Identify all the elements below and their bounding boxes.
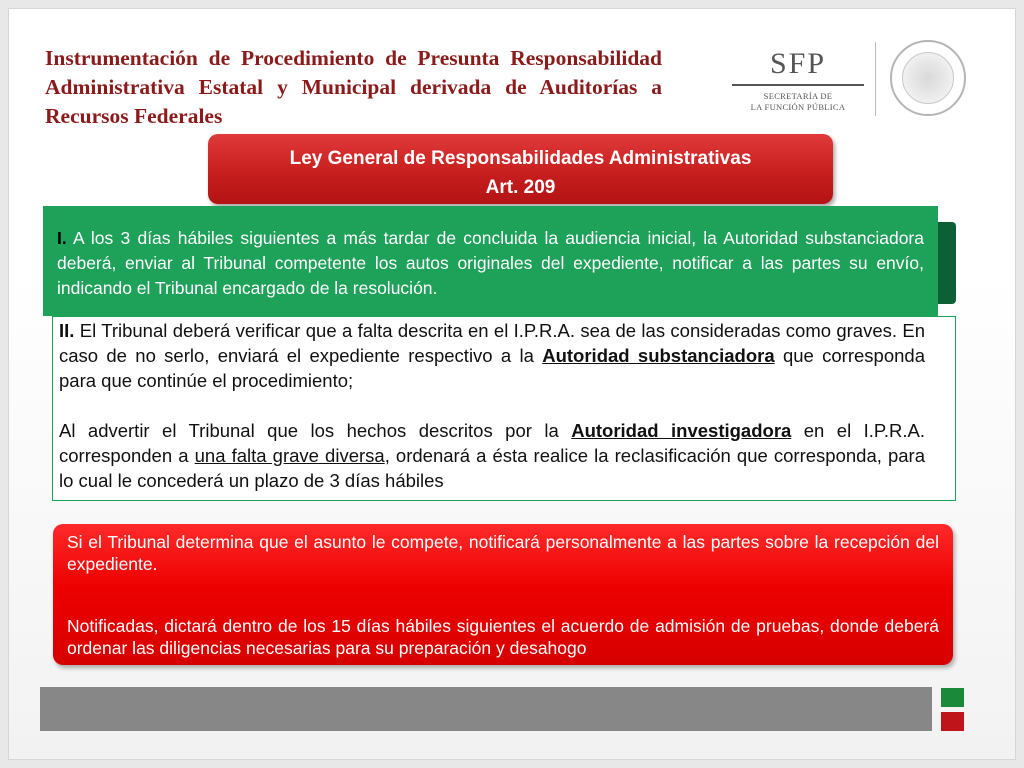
sfp-logo (732, 40, 982, 122)
section-i-text: A los 3 días hábiles siguientes a más tardar de concluida la audiencia inicial, la Autoridad substanciadora deberá, enviar al Tribunal competente los autos originales del expediente, notificar a las partes su envío, indicando el Tribunal encargado de la resolución. (57, 228, 924, 298)
section-ii-p2-text-b: en el I.P.R.A. corresponden a (59, 420, 925, 466)
slide-title: Instrumentación de Procedimiento de Presunta Responsabilidad Administrativa Estatal y Municipal derivada de Auditorías a Recursos Federales (45, 46, 662, 128)
law-header (208, 134, 833, 204)
section-ii-p1-text-b: que corresponda para que continúe el procedimiento; (59, 345, 925, 391)
section-ii-numeral: II. (59, 320, 75, 341)
footer-red-square (941, 712, 964, 731)
autoridad-substanciadora-emphasis: Autoridad substanciadora (542, 345, 775, 366)
sfp-wordmark (732, 48, 864, 113)
section-ii-p1-text-a: El Tribunal deberá verificar que a falta descrita en el I.P.R.A. sea de las consideradas como graves. En caso de no serlo, enviará el expediente respectivo a la (59, 320, 925, 366)
section-ii-paragraph-1 (59, 318, 925, 393)
autoridad-investigadora-emphasis: Autoridad investigadora (571, 420, 792, 441)
tribunal-note-box (53, 524, 953, 665)
seal-eagle-icon (902, 52, 954, 104)
sfp-rule (732, 84, 864, 86)
section-ii-p2-text-a: Al advertir el Tribunal que los hechos descritos por la (59, 420, 572, 441)
footer-green-square (941, 688, 964, 707)
section-i-numeral: I. (57, 228, 67, 248)
tribunal-note-paragraph-2: Notificadas, dictará dentro de los 15 días hábiles siguientes el acuerdo de admisión de pruebas, donde deberá ordenar las diligencias necesarias para su preparación y desahogo (67, 616, 939, 658)
footer-bar (40, 687, 932, 731)
logo-divider (875, 42, 876, 116)
section-ii-p2-text-c: , ordenará a ésta realice la reclasificación que corresponda, para lo cual le concederá un plazo de 3 días hábiles (59, 445, 926, 491)
coat-of-arms-seal-icon (890, 40, 966, 116)
law-header-title: Ley General de Responsabilidades Administrativas (289, 148, 752, 169)
tribunal-note-paragraph-1: Si el Tribunal determina que el asunto le compete, notificará personalmente a las partes sobre la recepción del expediente. (67, 532, 939, 574)
falta-grave-diversa-emphasis: una falta grave diversa (194, 445, 385, 466)
law-header-article: Art. 209 (485, 177, 556, 198)
sfp-acronym: SFP (769, 47, 827, 80)
sfp-subtitle-line2: LA FUNCIÓN PÚBLICA (750, 102, 846, 112)
sfp-subtitle-line1: SECRETARÍA DE (763, 91, 833, 101)
section-ii-box (52, 316, 956, 501)
section-ii-paragraph-2 (59, 418, 925, 493)
section-i-box (43, 206, 938, 316)
